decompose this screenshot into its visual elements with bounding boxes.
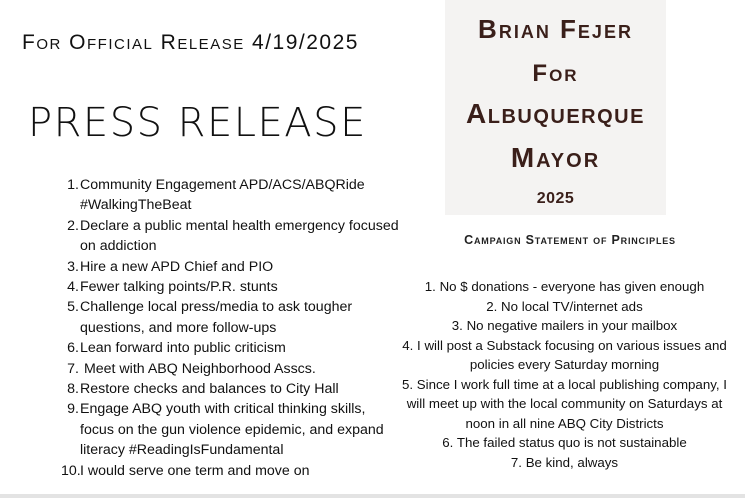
list-item	[61, 297, 401, 338]
list-item-number: 8.	[67, 381, 79, 398]
press-release-title: PRESS RELEASE	[28, 100, 367, 146]
list-item-number: 1.	[67, 177, 79, 193]
release-date-line: For Official Release 4/19/2025	[22, 31, 359, 54]
list-item-text: Declare a public mental health emergency focused on addiction	[80, 217, 399, 255]
list-item-number: 4.	[67, 279, 79, 296]
list-item	[61, 379, 401, 399]
list-item-text: Community Engagement APD/ACS/ABQRide #WalkingTheBeat	[80, 177, 365, 214]
list-item	[61, 277, 401, 297]
platform-list	[61, 175, 401, 481]
principle-item: 7. Be kind, always	[510, 454, 619, 470]
list-item-text: Engage ABQ youth with critical thinking skills, focus on the gun violence epidemic, and expand literacy #ReadingIsFundamental	[80, 401, 384, 459]
principles-heading: Campaign Statement of Principles	[464, 233, 676, 247]
principle-item: 1. No $ donations - everyone has given enough	[424, 279, 705, 294]
list-item-text: Restore checks and balances to City Hall	[80, 381, 339, 398]
list-item	[61, 359, 401, 379]
principle-item: 2. No local TV/internet ads	[486, 298, 643, 314]
list-item-text: I would serve one term and move on	[80, 462, 310, 479]
bottom-border	[0, 494, 745, 498]
logo-candidate-name: Brian Fejer	[478, 14, 633, 44]
list-item	[61, 257, 401, 277]
list-item-number: 6.	[67, 340, 79, 357]
list-item-text: Fewer talking points/P.R. stunts	[80, 279, 278, 296]
logo-year: 2025	[536, 190, 575, 207]
campaign-logo	[445, 0, 666, 215]
principle-item: 5. Since I work full time at a local publishing company, I will meet up with the local community on Saturdays at noon in all nine ABQ City Districts	[402, 376, 727, 431]
principle-item: 6. The failed status quo is not sustainable	[442, 435, 687, 450]
list-item	[61, 461, 401, 481]
list-item-number: 3.	[67, 258, 79, 275]
list-item-text: Lean forward into public criticism	[80, 340, 286, 357]
principles-list	[392, 277, 737, 472]
list-item	[61, 175, 401, 216]
list-item-number: 2.	[67, 217, 79, 234]
list-item-number: 9.	[67, 401, 79, 418]
principle-item: 4. I will post a Substack focusing on various issues and policies every Saturday morning	[402, 337, 727, 372]
list-item	[61, 399, 401, 460]
logo-for: For	[532, 60, 579, 87]
list-item-number: 7.	[67, 360, 79, 377]
logo-city: Albuquerque	[466, 98, 645, 129]
list-item-text: Meet with ABQ Neighborhood Asscs.	[80, 360, 316, 377]
principle-item: 3. No negative mailers in your mailbox	[451, 318, 678, 333]
list-item-text: Challenge local press/media to ask tougher questions, and more follow-ups	[80, 299, 353, 336]
list-item-text: Hire a new APD Chief and PIO	[80, 258, 274, 275]
list-item-number: 5.	[67, 299, 79, 316]
list-item	[61, 338, 401, 358]
list-item	[61, 216, 401, 257]
logo-office: Mayor	[510, 142, 601, 173]
list-item-number: 10.	[61, 462, 81, 479]
